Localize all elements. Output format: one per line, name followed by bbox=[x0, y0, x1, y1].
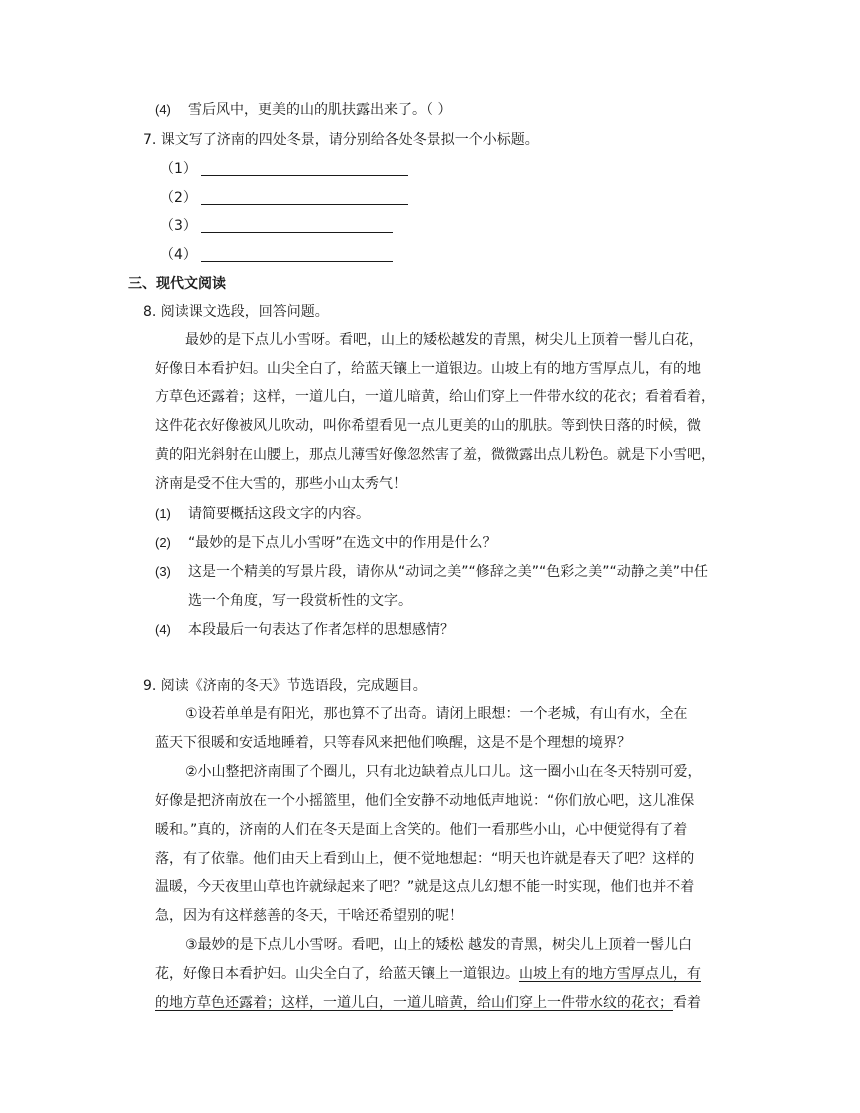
q8-passage-line: 最妙的是下点儿小雪呀。看吧，山上的矮松越发的青黑，树尖儿上顶着一髻儿白花， bbox=[185, 332, 703, 348]
q9-para2-line: ②小山整把济南围了个圈儿，只有北边缺着点儿口儿。这一圈小山在冬天特别可爱， bbox=[185, 764, 702, 780]
q9-para2-line: 温暖，今天夜里山草也许就绿起来了吧？”就是这点儿幻想不能一时实现，他们也并不着 bbox=[155, 879, 695, 895]
q7-blank-1-label: （1） bbox=[160, 161, 197, 177]
q8-stem: 8. 阅读课文选段，回答问题。 bbox=[143, 304, 329, 320]
q8-passage-line: 这件花衣好像被风儿吹动，叫你希望看见一点儿更美的山的肌肤。等到快日落的时候，微 bbox=[155, 418, 701, 434]
q9-para3-underlined-text: 的地方草色还露着；这样，一道儿白，一道儿暗黄，给山们穿上一件带水纹的花衣； bbox=[155, 995, 673, 1011]
q7-answer-line-3[interactable] bbox=[201, 218, 393, 233]
q8-sub2-number: (2) bbox=[155, 535, 171, 550]
q6-sub4-text: 雪后风中，更美的山的肌扶露出来了。（ ） bbox=[188, 102, 452, 118]
q7-stem: 7. 课文写了济南的四处冬景，请分别给各处冬景拟一个小标题。 bbox=[143, 132, 539, 148]
q9-para2-line: 急，因为有这样慈善的冬天，干啥还希望别的呢！ bbox=[155, 908, 463, 924]
section-3-title: 三、现代文阅读 bbox=[128, 276, 226, 292]
q8-sub3-text-cont: 选一个角度，写一段赏析性的文字。 bbox=[188, 593, 412, 609]
q9-para2-line: 好像是把济南放在一个小摇篮里，他们全安静不动地低声地说：“你们放心吧，这儿准保 bbox=[155, 793, 695, 809]
q8-sub3-text: 这是一个精美的写景片段，请你从“动词之美”“修辞之美”“色彩之美”“动静之美”中任 bbox=[188, 564, 709, 580]
q9-para3-line-1: ③最妙的是下点儿小雪呀。看吧，山上的矮松 越发的青黑，树尖儿上顶着一髻儿白 bbox=[185, 937, 692, 953]
q9-para3-line-3 bbox=[155, 994, 701, 1012]
q9-para2-line: 暖和。”真的，济南的人们在冬天是面上含笑的。他们一看那些小山，心中便觉得有了着 bbox=[155, 822, 688, 838]
q8-passage-line: 黄的阳光斜射在山腰上，那点儿薄雪好像忽然害了羞，微微露出点儿粉色。就是下小雪吧， bbox=[155, 447, 715, 463]
q9-stem: 9. 阅读《济南的冬天》节选语段，完成题目。 bbox=[143, 678, 427, 694]
q8-sub1-number: (1) bbox=[155, 506, 171, 521]
q8-passage-line: 方草色还露着；这样，一道儿白，一道儿暗黄，给山们穿上一件带水纹的花衣；看着看着， bbox=[155, 389, 715, 405]
q9-para3-plain-text: 花，好像日本看护妇。山尖全白了，给蓝天镶上一道银边。 bbox=[155, 966, 519, 982]
q9-para1-line: 蓝天下很暖和安适地睡着，只等春风来把他们唤醒，这是不是个理想的境界？ bbox=[155, 735, 631, 751]
q7-blank-2 bbox=[160, 189, 408, 207]
q7-blank-4 bbox=[160, 246, 393, 264]
q7-blank-4-label: （4） bbox=[160, 247, 197, 263]
q7-answer-line-4[interactable] bbox=[201, 247, 393, 262]
q7-blank-1 bbox=[160, 160, 408, 178]
q6-sub4-number: (4) bbox=[155, 102, 171, 117]
q7-answer-line-2[interactable] bbox=[201, 190, 408, 205]
q8-sub3-number: (3) bbox=[155, 564, 171, 579]
q9-para3-line-2 bbox=[155, 965, 701, 983]
q8-sub2-text: “最妙的是下点儿小雪呀”在选文中的作用是什么？ bbox=[188, 535, 497, 551]
q7-blank-3 bbox=[160, 217, 393, 235]
q9-para1-line: ①设若单单是有阳光，那也算不了出奇。请闭上眼想：一个老城，有山有水，全在 bbox=[185, 706, 688, 722]
q8-passage-line: 济南是受不住大雪的，那些小山太秀气！ bbox=[155, 476, 407, 492]
q8-sub4-number: (4) bbox=[155, 622, 171, 637]
q7-answer-line-1[interactable] bbox=[201, 161, 408, 176]
q7-blank-3-label: （3） bbox=[160, 218, 197, 234]
q9-para3-plain-text: 看着 bbox=[673, 995, 701, 1011]
q9-para2-line: 落，有了依靠。他们由天上看到山上，便不觉地想起：“明天也许就是春天了吧？这样的 bbox=[155, 851, 695, 867]
q8-sub4-text: 本段最后一句表达了作者怎样的思想感情？ bbox=[188, 622, 454, 638]
q8-sub1-text: 请简要概括这段文字的内容。 bbox=[188, 506, 370, 522]
q9-para3-underlined-text: 山坡上有的地方雪厚点儿，有 bbox=[519, 966, 701, 982]
q7-blank-2-label: （2） bbox=[160, 190, 197, 206]
q8-passage-line: 好像日本看护妇。山尖全白了，给蓝天镶上一道银边。山坡上有的地方雪厚点儿，有的地 bbox=[155, 361, 701, 377]
